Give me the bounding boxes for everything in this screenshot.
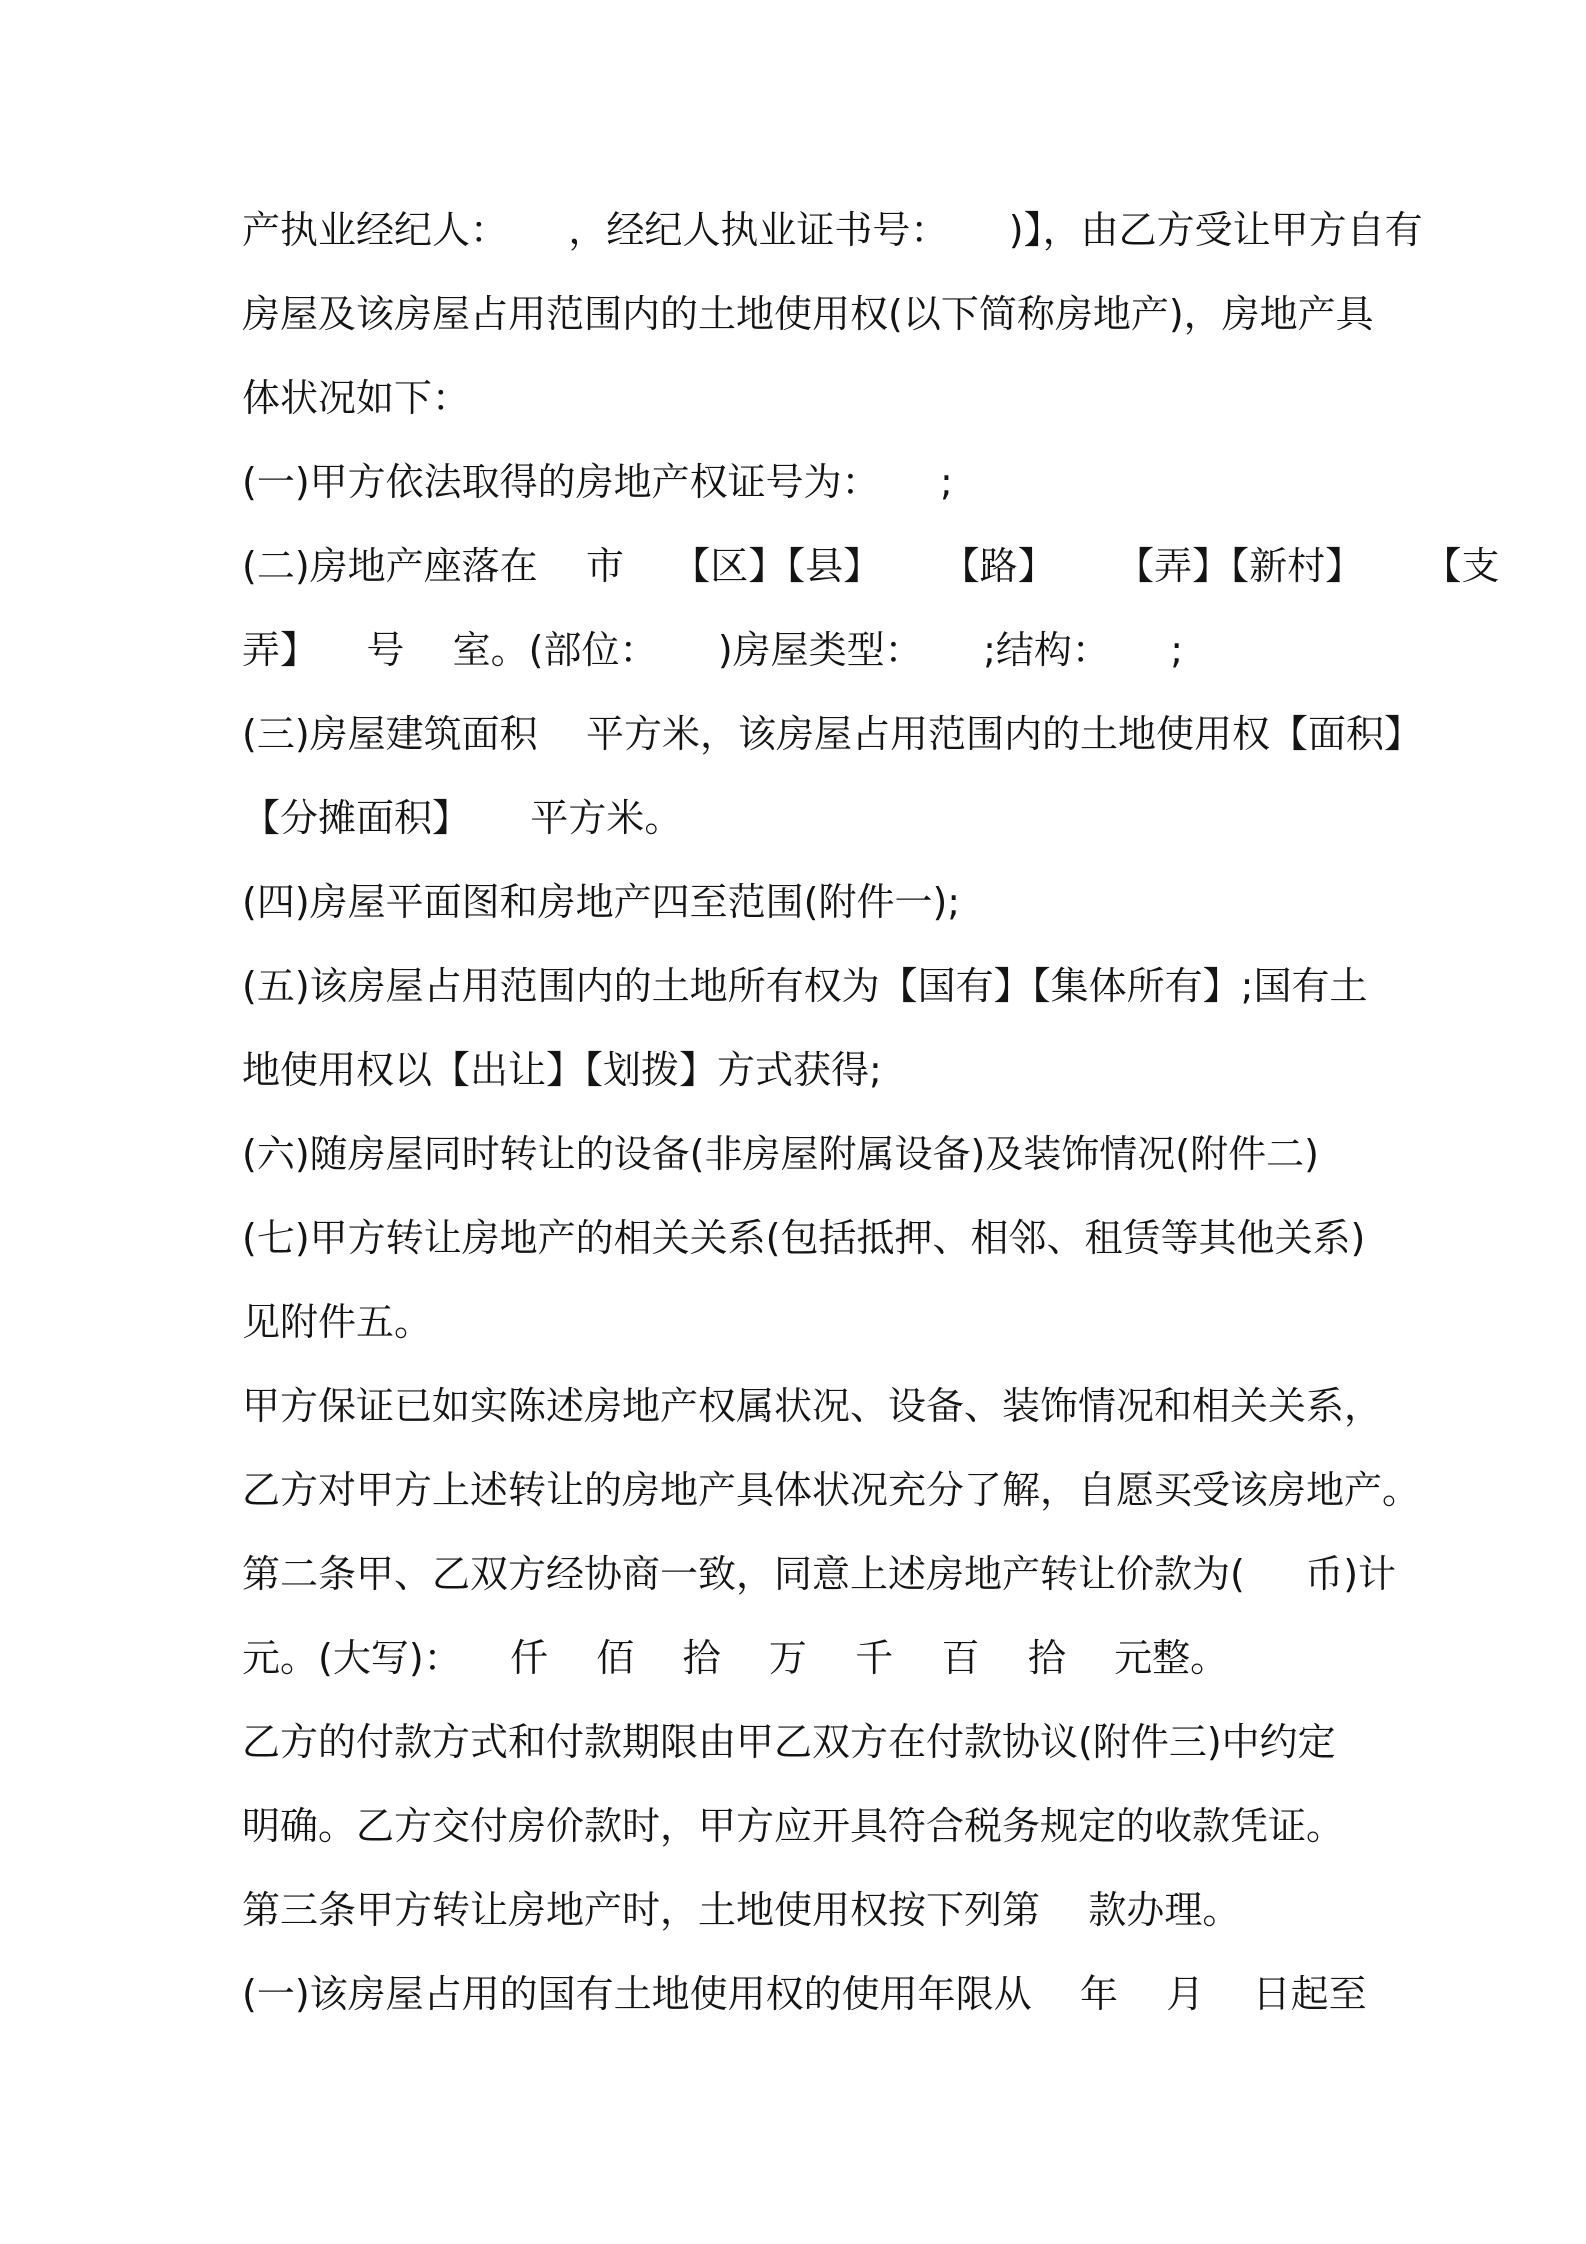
text-line: 甲方保证已如实陈述房地产权属状况、设备、装饰情况和相关关系， (242, 1384, 1383, 1428)
text-line: 【分摊面积】 平方米。 (242, 796, 683, 840)
text-line: (四)房屋平面图和房地产四至范围(附件一); (242, 880, 961, 924)
text-line: 乙方对甲方上述转让的房地产具体状况充分了解，自愿买受该房地产。 (242, 1468, 1421, 1512)
text-line: 元。(大写)： 仟 佰 拾 万 千 百 拾 元整。 (242, 1636, 1229, 1680)
text-line: (一)该房屋占用的国有土地使用权的使用年限从 年 月 日起至 (242, 1972, 1367, 2016)
text-line: 明确。乙方交付房价款时，甲方应开具符合税务规定的收款凭证。 (242, 1804, 1345, 1848)
text-line: (三)房屋建筑面积 平方米，该房屋占用范围内的土地使用权【面积】 (242, 712, 1422, 756)
text-line: 产执业经纪人： ，经纪人执业证书号： )】，由乙方受让甲方自有 (242, 208, 1423, 252)
text-line: 乙方的付款方式和付款期限由甲乙双方在付款协议(附件三)中约定 (242, 1720, 1336, 1764)
text-line: 地使用权以【出让】【划拨】方式获得; (242, 1048, 882, 1092)
text-line: (二)房地产座落在 市 【区】【县】 【路】 【弄】【新村】 【支 (242, 544, 1500, 588)
text-line: 第三条甲方转让房地产时，土地使用权按下列第 款办理。 (242, 1888, 1241, 1932)
text-line: (一)甲方依法取得的房地产权证号为： ; (242, 460, 953, 504)
text-line: 见附件五。 (242, 1300, 433, 1344)
text-line: (七)甲方转让房地产的相关关系(包括抵押、相邻、租赁等其他关系) (242, 1216, 1366, 1260)
text-line: (六)随房屋同时转让的设备(非房屋附属设备)及装饰情况(附件二) (242, 1132, 1319, 1176)
text-line: 弄】 号 室。(部位： )房屋类型： ;结构： ; (242, 628, 1184, 672)
text-line: (五)该房屋占用范围内的土地所有权为【国有】【集体所有】;国有土 (242, 964, 1368, 1008)
text-line: 第二条甲、乙双方经协商一致，同意上述房地产转让价款为( 币)计 (242, 1552, 1397, 1596)
text-line: 体状况如下： (242, 376, 471, 420)
text-line: 房屋及该房屋占用范围内的土地使用权(以下简称房地产)，房地产具 (242, 292, 1374, 336)
